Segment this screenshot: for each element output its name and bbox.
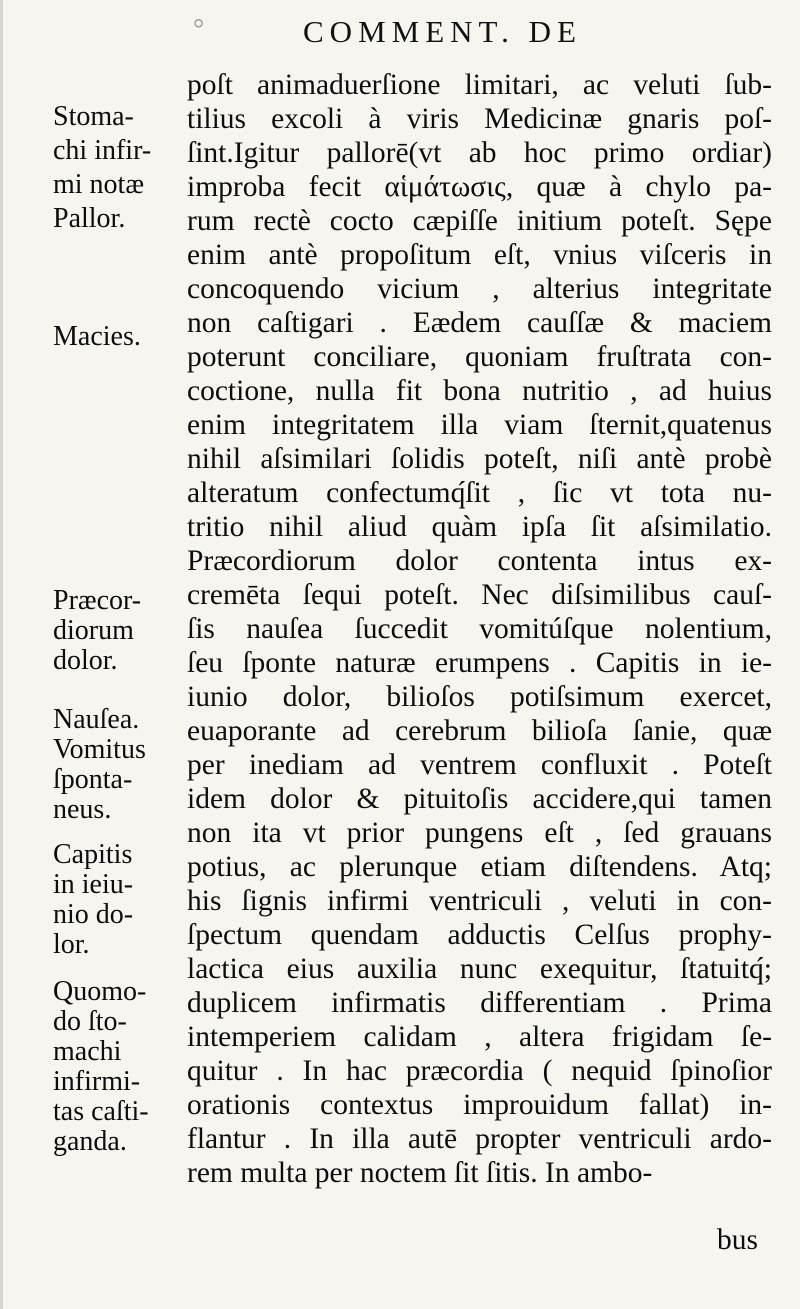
text-line: tilius excoli à viris Medicinæ gnaris poſ- (187, 103, 772, 135)
text-line: ſint.Igitur pallorē(vt ab hoc primo ordiar) (187, 137, 772, 169)
text-line: iunio dolor, bilioſos potiſsimum exercet, (187, 681, 772, 713)
text-line: lactica eius auxilia nunc exequitur, ſtatuitq́; (187, 953, 772, 985)
marginal-note-line: do ſto- (53, 1006, 127, 1037)
text-line: tritio nihil aliud quàm ipſa ſit aſsimilatio. (187, 511, 772, 543)
marginal-note-line: Nauſea. (53, 704, 140, 735)
ink-smudge: ° (193, 14, 211, 45)
marginal-note-line: tas caſti- (53, 1096, 149, 1127)
marginal-note-line: chi infir- (53, 135, 152, 166)
marginal-note-line: ſponta- (53, 764, 133, 795)
marginal-note-quomodo (53, 977, 149, 1157)
text-line: non ita vt prior pungens eſt , ſed grauans (187, 817, 772, 849)
marginal-note-vomitus (53, 735, 146, 825)
text-line: enim antè propoſitum eſt, vnius viſceris in (187, 239, 772, 271)
text-line: Præcordiorum dolor contenta intus ex- (187, 545, 772, 577)
text-line: concoquendo vicium , alterius integritate (187, 273, 772, 305)
text-line: ſeu ſponte naturæ erumpens . Capitis in ie- (187, 647, 772, 679)
marginal-note-line: Quomo- (53, 976, 147, 1007)
marginal-note-line: ganda. (53, 1126, 127, 1157)
text-line: rem multa per noctem ſit ſitis. In ambo- (187, 1157, 653, 1189)
marginal-note-line: neus. (53, 794, 112, 825)
text-line: non caſtigari . Eædem cauſſæ & maciem (187, 307, 772, 339)
main-text-block (187, 68, 772, 1190)
marginal-note-line: nio do- (53, 899, 134, 930)
marginal-note-line: Macies. (53, 321, 141, 352)
text-line: enim integritatem illa viam ſternit,quatenus (187, 409, 772, 441)
text-line: alteratum confectumq́ſit , ſic vt tota nu- (187, 477, 772, 509)
text-line: cremēta ſequi poteſt. Nec diſsimilibus cauſ- (187, 579, 772, 611)
text-line: duplicem infirmatis differentiam . Prima (187, 987, 772, 1019)
text-line: idem dolor & pituitoſis accidere,qui tamen (187, 783, 772, 815)
running-title: COMMENT. DE (303, 14, 582, 49)
marginal-note-line: diorum (53, 615, 134, 646)
text-line: poterunt conciliare, quoniam fruſtrata con- (187, 341, 772, 373)
running-header (193, 14, 582, 50)
marginal-note-praecordiorum (53, 586, 141, 676)
marginal-note-line: Pallor. (53, 203, 126, 234)
text-line: potius, ac plerunque etiam diſtendens. Atq; (187, 851, 772, 883)
marginal-note-line: infirmi- (53, 1066, 141, 1097)
marginal-note-macies (53, 322, 141, 352)
marginal-note-capitis (53, 840, 133, 960)
text-line: ſis nauſea ſuccedit vomitúſque nolentium, (187, 613, 772, 645)
text-line: intemperiem calidam , altera frigidam ſe- (187, 1021, 772, 1053)
marginal-note-line: Stoma- (53, 101, 134, 132)
marginal-note-line: dolor. (53, 645, 118, 676)
text-line: orationis contextus improuidum fallat) in- (187, 1089, 772, 1121)
text-line: rum rectè cocto cæpiſſe initium poteſt. Sępe (187, 205, 772, 237)
text-line: coctione, nulla fit bona nutritio , ad huius (187, 375, 772, 407)
marginal-note-line: mi notæ (53, 169, 145, 200)
catchword: bus (717, 1224, 758, 1256)
marginal-note-nausea (53, 705, 139, 735)
text-line: flantur . In illa autē propter ventriculi ardo- (187, 1123, 772, 1155)
marginal-note-line: Capitis (53, 839, 133, 870)
text-line: quitur . In hac præcordia ( nequid ſpinoſior (187, 1055, 772, 1087)
text-line: ſpectum quendam adductis Celſus prophy- (187, 919, 772, 951)
marginal-note-line: in ieiu- (53, 869, 134, 900)
marginal-note-line: Præcor- (53, 585, 142, 616)
text-line: poſt animaduerſione limitari, ac veluti ſub- (187, 69, 772, 101)
marginal-note-line: machi (53, 1036, 122, 1067)
marginal-note-line: lor. (53, 929, 90, 960)
text-line: his ſignis infirmi ventriculi , veluti in con- (187, 885, 772, 917)
text-line: per inediam ad ventrem confluxit . Poteſt (187, 749, 772, 781)
text-line: improba fecit αἱμάτωσις, quæ à chylo pa- (187, 171, 772, 203)
marginal-note-line: Vomitus (53, 734, 146, 765)
text-line: nihil aſsimilari ſolidis poteſt, niſi antè probè (187, 443, 772, 475)
text-line: euaporante ad cerebrum bilioſa ſanie, quæ (187, 715, 772, 747)
marginal-note-stomachi (53, 100, 151, 236)
